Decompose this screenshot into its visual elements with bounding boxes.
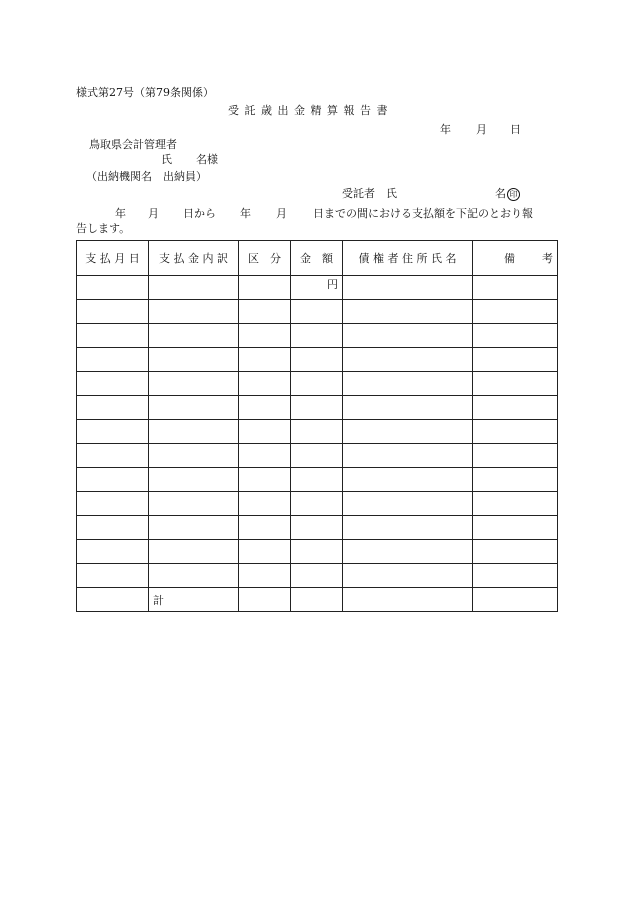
cell-amount[interactable] (291, 324, 343, 348)
table-row (77, 444, 558, 468)
cell-creditor[interactable] (343, 540, 473, 564)
cell-category[interactable] (239, 468, 291, 492)
cell-remarks[interactable] (473, 324, 558, 348)
cell-creditor[interactable] (343, 276, 473, 300)
recipient-name-a: 氏 (161, 153, 172, 166)
table-row (77, 540, 558, 564)
cell-amount[interactable] (291, 564, 343, 588)
table-row (77, 420, 558, 444)
header-amount: 金 額 (291, 241, 343, 276)
cell-remarks[interactable] (473, 588, 558, 612)
cell-remarks[interactable] (473, 276, 558, 300)
cell-date[interactable] (77, 276, 149, 300)
cell-amount[interactable] (291, 492, 343, 516)
cell-amount[interactable] (291, 516, 343, 540)
cell-date[interactable] (77, 444, 149, 468)
cell-creditor[interactable] (343, 492, 473, 516)
cell-date[interactable] (77, 420, 149, 444)
form-number: 様式第27号（第79条関係） (76, 86, 214, 99)
cell-remarks[interactable] (473, 348, 558, 372)
cell-creditor[interactable] (343, 348, 473, 372)
cell-date[interactable] (77, 348, 149, 372)
cell-remarks[interactable] (473, 468, 558, 492)
cell-amount-yen[interactable]: 円 (291, 276, 343, 300)
cell-remarks[interactable] (473, 396, 558, 420)
header-payment-date: 支 払 月 日 (77, 241, 149, 276)
cell-date[interactable] (77, 492, 149, 516)
cell-category[interactable] (239, 588, 291, 612)
document-title: 受 託 歳 出 金 精 算 報 告 書 (228, 104, 389, 117)
table-row (77, 372, 558, 396)
cell-category[interactable] (239, 324, 291, 348)
cell-category[interactable] (239, 444, 291, 468)
cell-remarks[interactable] (473, 540, 558, 564)
cell-creditor[interactable] (343, 324, 473, 348)
cell-category[interactable] (239, 276, 291, 300)
header-category: 区 分 (239, 241, 291, 276)
cell-remarks[interactable] (473, 372, 558, 396)
recipient-org: 鳥取県会計管理者 (89, 138, 177, 151)
table-row (77, 492, 558, 516)
cell-creditor[interactable] (343, 588, 473, 612)
cell-category[interactable] (239, 420, 291, 444)
cell-amount[interactable] (291, 372, 343, 396)
cell-breakdown[interactable] (149, 300, 239, 324)
table-row (77, 564, 558, 588)
cell-breakdown[interactable] (149, 540, 239, 564)
cell-breakdown[interactable] (149, 372, 239, 396)
recipient-name-b: 名様 (196, 153, 218, 166)
total-row (77, 588, 558, 612)
cell-date[interactable] (77, 300, 149, 324)
cell-amount[interactable] (291, 420, 343, 444)
cell-breakdown[interactable] (149, 348, 239, 372)
cell-date[interactable] (77, 588, 149, 612)
table-row (77, 396, 558, 420)
recipient-sub: （出納機関名 出納員） (86, 170, 207, 183)
cell-remarks[interactable] (473, 516, 558, 540)
cell-creditor[interactable] (343, 420, 473, 444)
cell-amount-total[interactable] (291, 588, 343, 612)
table-row (77, 324, 558, 348)
trustee-name-suffix (495, 187, 520, 201)
trustee-label: 受託者 氏 (342, 187, 397, 200)
cell-creditor[interactable] (343, 468, 473, 492)
cell-category[interactable] (239, 348, 291, 372)
cell-remarks[interactable] (473, 300, 558, 324)
cell-amount[interactable] (291, 396, 343, 420)
header-remarks-left: 備 (504, 252, 515, 265)
cell-creditor[interactable] (343, 564, 473, 588)
date-year: 年 (440, 123, 451, 136)
cell-date[interactable] (77, 564, 149, 588)
cell-category[interactable] (239, 396, 291, 420)
cell-date[interactable] (77, 372, 149, 396)
total-label: 計 (149, 588, 239, 612)
table-row (77, 300, 558, 324)
cell-date[interactable] (77, 540, 149, 564)
cell-breakdown[interactable] (149, 492, 239, 516)
cell-remarks[interactable] (473, 492, 558, 516)
cell-creditor[interactable] (343, 444, 473, 468)
body-line-2: 告します。 (76, 222, 131, 235)
table-row (77, 276, 558, 300)
cell-breakdown[interactable] (149, 324, 239, 348)
body-year-2: 年 (240, 207, 251, 220)
cell-breakdown[interactable] (149, 564, 239, 588)
cell-breakdown[interactable] (149, 444, 239, 468)
body-year-1: 年 (115, 207, 126, 220)
cell-remarks[interactable] (473, 564, 558, 588)
cell-date[interactable] (77, 396, 149, 420)
cell-date[interactable] (77, 468, 149, 492)
date-day: 日 (510, 123, 521, 136)
cell-remarks[interactable] (473, 444, 558, 468)
cell-breakdown[interactable] (149, 396, 239, 420)
header-remarks-right: 考 (542, 252, 553, 265)
settlement-table (76, 240, 558, 612)
cell-amount[interactable] (291, 348, 343, 372)
body-month-1: 月 (148, 207, 159, 220)
body-day-from: 日から (183, 207, 216, 220)
cell-creditor[interactable] (343, 300, 473, 324)
cell-category[interactable] (239, 540, 291, 564)
cell-creditor[interactable] (343, 516, 473, 540)
cell-amount[interactable] (291, 300, 343, 324)
header-row (77, 241, 558, 276)
cell-breakdown[interactable] (149, 420, 239, 444)
cell-creditor[interactable] (343, 372, 473, 396)
cell-category[interactable] (239, 372, 291, 396)
body-rest: 日までの間における支払額を下記のとおり報 (313, 207, 533, 220)
cell-category[interactable] (239, 564, 291, 588)
body-month-2: 月 (276, 207, 287, 220)
cell-category[interactable] (239, 300, 291, 324)
cell-amount[interactable] (291, 468, 343, 492)
cell-date[interactable] (77, 516, 149, 540)
cell-remarks[interactable] (473, 420, 558, 444)
cell-creditor[interactable] (343, 396, 473, 420)
cell-breakdown[interactable] (149, 516, 239, 540)
table-row (77, 468, 558, 492)
trustee-name-suffix-text: 名 (495, 187, 506, 200)
cell-category[interactable] (239, 492, 291, 516)
table-row (77, 516, 558, 540)
seal-mark: 印 (507, 188, 520, 201)
header-creditor: 債 権 者 住 所 氏 名 (343, 241, 473, 276)
date-month: 月 (476, 123, 487, 136)
cell-breakdown[interactable] (149, 468, 239, 492)
cell-date[interactable] (77, 324, 149, 348)
cell-breakdown[interactable] (149, 276, 239, 300)
header-remarks (473, 241, 558, 276)
cell-category[interactable] (239, 516, 291, 540)
header-payment-breakdown: 支 払 金 内 訳 (149, 241, 239, 276)
cell-amount[interactable] (291, 444, 343, 468)
cell-amount[interactable] (291, 540, 343, 564)
table-row (77, 348, 558, 372)
